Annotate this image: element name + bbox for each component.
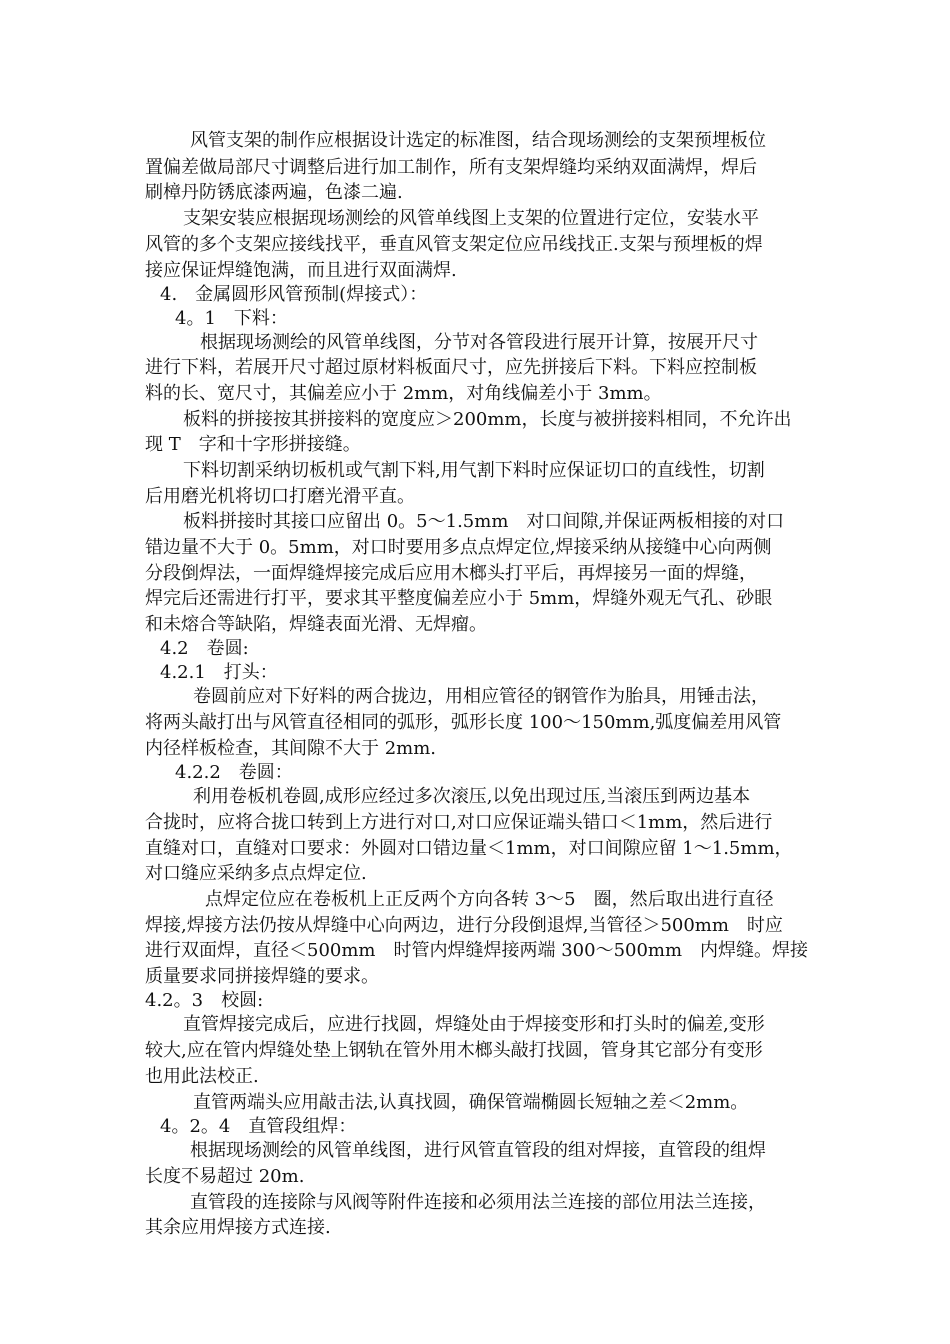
text-line: 也用此法校正. [145, 1066, 259, 1087]
text-line: 后用磨光机将切口打磨光滑平直。 [145, 486, 415, 507]
text-line: 分段倒焊法，一面焊缝焊接完成后应用木榔头打平后，再焊接另一面的焊缝， [145, 563, 757, 584]
text-line: 刷樟丹防锈底漆两遍，色漆二遍. [145, 182, 403, 203]
section-heading: 4.2。3 校圆: [145, 990, 264, 1011]
text-line: 较大,应在管内焊缝处垫上钢轨在管外用木榔头敲打找圆，管身其它部分有变形 [145, 1040, 763, 1061]
text-line: 支架安装应根据现场测绘的风管单线图上支架的位置进行定位，安装水平 [183, 208, 759, 229]
text-line: 直管段的连接除与风阀等附件连接和必须用法兰连接的部位用法兰连接， [190, 1192, 766, 1213]
text-line: 对口缝应采纳多点点焊定位. [145, 863, 367, 884]
text-line: 现 T 字和十字形拼接缝。 [145, 434, 361, 455]
text-line: 卷圆前应对下好料的两合拢边，用相应管径的钢管作为胎具，用锤击法， [193, 686, 769, 707]
text-line: 其余应用焊接方式连接. [145, 1217, 331, 1238]
text-line: 直管焊接完成后，应进行找圆，焊缝处由于焊接变形和打头时的偏差,变形 [183, 1014, 765, 1035]
text-line: 风管支架的制作应根据设计选定的标准图，结合现场测绘的支架预埋板位 [190, 130, 766, 151]
text-line: 板料的拼接按其拼接料的宽度应＞200mm，长度与被拼接料相同，不允许出 [183, 409, 792, 430]
text-line: 错边量不大于 0。5mm，对口时要用多点点焊定位,焊接采纳从接缝中心向两侧 [145, 537, 772, 558]
text-line: 内径样板检查，其间隙不大于 2mm. [145, 738, 437, 759]
text-line: 焊接,焊接方法仍按从焊缝中心向两边，进行分段倒退焊,当管径＞500mm 时应 [145, 915, 783, 936]
text-line: 板料拼接时其接口应留出 0。5～1.5mm 对口间隙,并保证两板相接的对口 [183, 511, 785, 532]
section-heading: 4。1 下料： [175, 308, 288, 329]
text-line: 质量要求同拼接焊缝的要求。 [145, 966, 379, 987]
text-line: 进行下料，若展开尺寸超过原材料板面尺寸，应先拼接后下料。下料应控制板 [145, 357, 757, 378]
text-line: 下料切割采纳切板机或气割下料,用气割下料时应保证切口的直线性，切割 [183, 460, 765, 481]
text-line: 置偏差做局部尺寸调整后进行加工制作，所有支架焊缝均采纳双面满焊，焊后 [145, 157, 757, 178]
text-line: 进行双面焊，直径＜500mm 时管内焊缝焊接两端 300～500mm 内焊缝。焊接 [145, 940, 809, 961]
text-line: 将两头敲打出与风管直径相同的弧形，弧形长度 100～150mm,弧度偏差用风管 [145, 712, 782, 733]
text-line: 风管的多个支架应接线找平，垂直风管支架定位应吊线找正.支架与预埋板的焊 [145, 234, 763, 255]
text-line: 利用卷板机卷圆,成形应经过多次滚压,以免出现过压,当滚压到两边基本 [193, 786, 751, 807]
text-line: 直管两端头应用敲击法,认真找圆，确保管端椭圆长短轴之差＜2mm。 [193, 1092, 749, 1113]
text-line: 长度不易超过 20m. [145, 1166, 305, 1187]
text-line: 根据现场测绘的风管单线图，分节对各管段进行展开计算，按展开尺寸 [200, 332, 758, 353]
section-heading: 4.2.1 打头： [160, 662, 278, 683]
text-line: 直缝对口，直缝对口要求：外圆对口错边量＜1mm，对口间隙应留 1～1.5mm， [145, 838, 793, 859]
text-line: 焊完后还需进行打平，要求其平整度偏差应小于 5mm，焊缝外观无气孔、砂眼 [145, 588, 773, 609]
text-line: 合拢时，应将合拢口转到上方进行对口,对口应保证端头错口＜1mm，然后进行 [145, 812, 773, 833]
text-line: 根据现场测绘的风管单线图，进行风管直管段的组对焊接，直管段的组焊 [190, 1140, 766, 1161]
section-heading: 4.2 卷圆: [160, 638, 249, 659]
section-heading: 4. 金属圆形风管预制(焊接式）： [160, 284, 428, 305]
text-line: 料的长、宽尺寸，其偏差应小于 2mm，对角线偏差小于 3mm。 [145, 383, 662, 404]
text-line: 和未熔合等缺陷，焊缝表面光滑、无焊瘤。 [145, 614, 487, 635]
text-line: 接应保证焊缝饱满，而且进行双面满焊. [145, 260, 457, 281]
section-heading: 4。2。4 直管段组焊： [160, 1116, 357, 1137]
text-line: 点焊定位应在卷板机上正反两个方向各转 3～5 圈，然后取出进行直径 [205, 889, 774, 910]
section-heading: 4.2.2 卷圆： [175, 762, 293, 783]
